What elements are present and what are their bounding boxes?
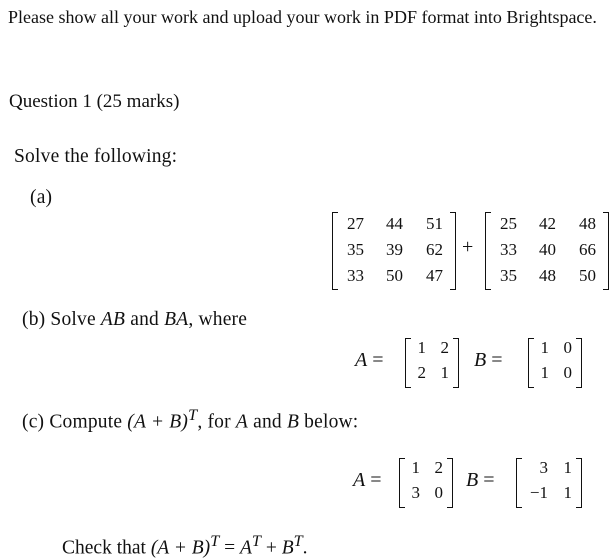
instructions-text: Please show all your work and upload your work in PDF format into Brightspace. [8,7,597,27]
matrix-cell: 44 [386,214,403,233]
var-ba: BA [164,309,189,330]
matrix-cell: 35 [500,266,517,285]
right-bracket [603,212,609,290]
matrix-cell: 2 [417,363,426,382]
matrix-cell: 48 [579,214,596,233]
for-word: , for [197,411,231,433]
matrix-cell: 42 [539,214,556,233]
transpose-sup: T [188,406,198,424]
matrix-cell: 66 [579,240,596,259]
matrix-cell: 48 [539,266,556,285]
part-b-matrix-b [528,338,582,388]
part-b-label [22,309,247,331]
matrix-cell: 3 [411,483,420,502]
matrix-cell: 0 [563,363,572,382]
matrix-cell: 1 [563,483,572,502]
question-prompt: Solve the following: [14,146,178,167]
part-b-a-label: A = [355,349,384,371]
matrix-cell: 0 [434,483,443,502]
question-title: Question 1 (25 marks) [9,91,180,112]
right-bracket [447,458,453,508]
part-b-b-label: B = [474,349,503,371]
matrix-cell: 50 [386,266,403,285]
part-c-a-label: A = [353,469,382,491]
part-b-matrix-a [405,338,459,388]
matrix-cell: 1 [563,458,572,477]
matrix-cell: 47 [426,266,443,285]
plus-sign: + [265,537,277,559]
check-b: B [281,537,294,559]
and-word: and [253,411,282,433]
right-bracket [576,338,582,388]
matrix-cell: 33 [347,266,364,285]
matrix-cell: 40 [539,240,556,259]
part-a-matrix-2 [485,212,609,290]
check-prefix: Check that [62,537,146,559]
equals-sign: = [224,537,236,559]
matrix-cell: 1 [440,363,449,382]
matrix-cell: 25 [500,214,517,233]
part-c-prefix: (c) Compute [22,411,123,433]
matrix-cell: 1 [540,363,549,382]
matrix-cell: 2 [440,338,449,357]
right-bracket [576,458,582,508]
plus-operator: + [462,236,474,258]
below-word: below: [304,411,359,433]
matrix-cell: 1 [411,458,420,477]
where-word: , where [188,309,248,330]
matrix-cell: 33 [500,240,517,259]
check-a: A [239,537,252,559]
sum-expression: (A + B) [127,411,189,433]
var-ab: AB [100,309,126,330]
matrix-cell: 3 [539,458,548,477]
var-a: A [235,411,249,433]
part-b-prefix: (b) Solve [22,309,96,330]
matrix-cell: 1 [540,338,549,357]
matrix-cell: 50 [579,266,596,285]
part-c-matrix-a [399,458,453,508]
check-statement: Check that $(A + B)^T = A^T + B^T$. [62,532,308,559]
part-c-b-label: B = [466,469,495,491]
matrix-cell: 62 [426,240,443,259]
part-a-matrix-1 [332,212,456,290]
matrix-cell: 1 [417,338,426,357]
check-lhs: (A + B) [150,537,211,559]
part-c-label [22,406,358,434]
part-a-label: (a) [30,187,53,208]
matrix-cell: 35 [347,240,364,259]
matrix-cell: −1 [529,483,548,502]
matrix-cell: 0 [563,338,572,357]
right-bracket [450,212,456,290]
and-word: and [130,309,159,330]
matrix-cell: 2 [434,458,443,477]
part-c-matrix-b [516,458,582,508]
matrix-cell: 51 [426,214,443,233]
matrix-cell: 39 [386,240,403,259]
var-b: B [286,411,300,433]
matrix-cell: 27 [347,214,364,233]
right-bracket [453,338,459,388]
